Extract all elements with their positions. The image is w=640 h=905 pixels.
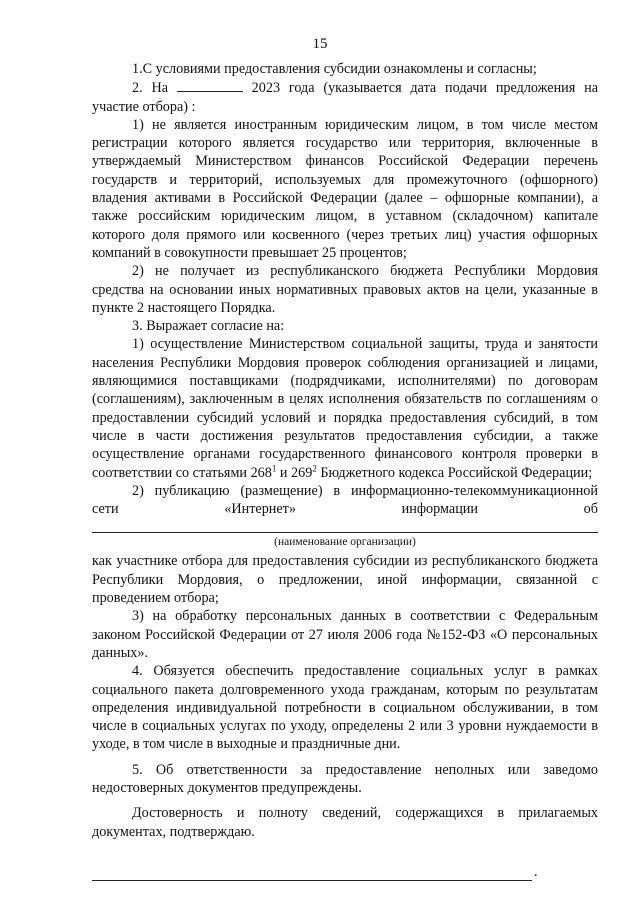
document-body <box>92 60 598 881</box>
item-1-mid: и 269 <box>276 464 313 481</box>
paragraph-2-suffix: 2023 года (указывается дата подачи предложения на участие отбора) : <box>92 80 599 115</box>
paragraph-2-prefix: 2. На <box>132 80 177 97</box>
signature-line <box>92 879 532 881</box>
paragraph-3-item-2: 2) публикацию (размещение) в информационно-телекоммуникационной сети «Интернет» информации об <box>92 482 598 518</box>
signature-area <box>92 863 598 881</box>
item-1-text-a: 1) осуществление Министерством социальной защиты, труда и занятости населения Республики Мордовия проверок соблюдения организацией и лицами, являющимися поставщиками (подрядчиками, исполнителями) по договорам (соглашениям), заключенным в целях исполнения обязательств по соглашениям о предоставлении субсидий условий и порядка предоставления субсидий, в том числе в части достижения результатов предоставления субсидии, а также осуществление органами государственного финансового контроля проверки в соответствии со статьями 268 <box>92 336 598 481</box>
superscript-2: 2 <box>312 462 317 473</box>
page-number: 15 <box>312 36 328 52</box>
paragraph-3: 3. Выражает согласие на: <box>132 318 285 335</box>
paragraph-2-item-1: 1) не является иностранным юридическим лицом, в том числе местом регистрации которого является государство или территория, включенные в утверждаемый Министерством финансов Российской Федерации перечень государств и территорий, используемых для промежуточного (офшорного) владения активами в Российской Федерации (далее – офшорные компании), а также российским юридическим лицом, в уставном (складочном) капитале которого доля прямого или косвенного (через третьих лиц) участия офшорных компаний в совокупности превышает 25 процентов; <box>92 116 598 261</box>
paragraph-4: 4. Обязуется обеспечить предоставление социальных услуг в рамках социального пакета долговременного ухода гражданам, которым по результатам определения индивидуальной потребности в социальном обслуживании, в том числе в социальных услугах по уходу, определены 2 или 3 уровни нуждаемости в уходе, в том числе в выходные и праздничные дни. <box>92 663 598 753</box>
organization-name-caption: (наименование организации) <box>274 536 416 549</box>
paragraph-1: 1.С условиями предоставления субсидии ознакомлены и согласны; <box>132 61 537 77</box>
paragraph-6: Достоверность и полноту сведений, содержащихся в прилагаемых документах, подтверждаю. <box>92 805 598 840</box>
organization-name-line <box>92 532 598 533</box>
paragraph-3-item-3: 3) на обработку персональных данных в соответствии с Федеральным законом Российской Федерации от 27 июля 2006 года №152-ФЗ «О персональных данных». <box>92 608 598 661</box>
date-blank-field <box>177 78 243 92</box>
signature-line-end: . <box>534 863 538 880</box>
item-1-text-b: Бюджетного кодекса Российской Федерации; <box>316 464 593 481</box>
superscript-1: 1 <box>271 462 277 473</box>
paragraph-3-item-1 <box>92 335 598 481</box>
paragraph-2 <box>92 78 598 116</box>
paragraph-2-item-2: 2) не получает из республиканского бюджета Республики Мордовия средства на основании иных нормативных правовых актов на цели, указанные в пункте 2 настоящего Порядка. <box>92 263 598 316</box>
paragraph-5: 5. Об ответственности за предоставление неполных или заведомо недостоверных документов предупреждены. <box>92 761 598 796</box>
paragraph-3-item-2-continued: как участнике отбора для предоставления субсидии из республиканского бюджета Республики Мордовия, о предложении, иной информации, связанной с проведением отбора; <box>92 553 598 607</box>
